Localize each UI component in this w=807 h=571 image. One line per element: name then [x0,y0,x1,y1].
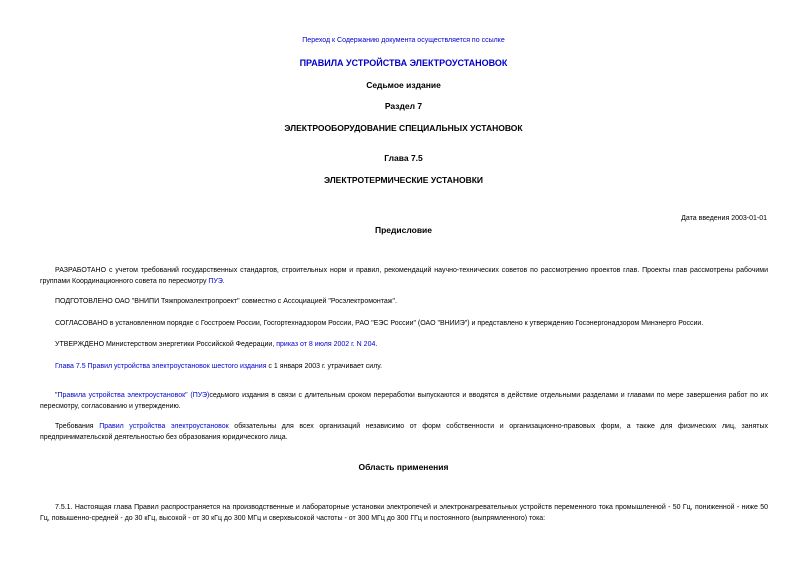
paragraph-text: РАЗРАБОТАНО с учетом требований государственных стандартов, строительных норм и правил, рекомендаций научно-технических советов по рассмотрению проектов глав. Проекты глав рассмотрены рабочими группами Координационного совета по пересмотру [40,267,768,285]
preface-paragraph-agreed: СОГЛАСОВАНО в установленном порядке с Госстроем России, Госгортехнадзором России, РАО "ЕЭС России" (ОАО "ВНИИЭ") и представлено к утверждению Госэнергонадзором Минэнерго России. [55,320,704,327]
preface-paragraph-prepared: ПОДГОТОВЛЕНО ОАО "ВНИПИ Тяжпромэлектропроект" совместно с Ассоциацией "Росэлектромонтаж". [55,298,397,305]
edition-heading: Седьмое издание [366,80,441,90]
paragraph-tail: . [222,278,225,285]
toc-link[interactable]: Переход к Содержанию документа осуществляется по ссылке [302,37,505,44]
paragraph-tail: . [375,341,378,348]
preface-paragraph-seventh-edition [40,390,768,412]
paragraph-text: Требования [55,423,100,430]
pue-link[interactable]: ПУЭ [208,278,223,285]
section-title: ЭЛЕКТРООБОРУДОВАНИЕ СПЕЦИАЛЬНЫХ УСТАНОВОК [284,123,523,133]
scope-paragraph-7-5-1: 7.5.1. Настоящая глава Правил распространяется на производственные и лабораторные установки электропечей и электронагревательных устройств переменного тока промышленной - 50 Гц, пониженной - ниже 50 Гц, повышенно-средней - до 30 кГц, высокой - от 30 кГц до 300 МГц и сверхвысокой частоты - от 300 МГц до 300 ГГц и постоянного (выпрямленного) тока: [40,504,768,522]
order-link[interactable]: приказ от 8 июля 2002 г. N 204 [276,341,376,348]
rules-link[interactable]: Правила устройства электроустановок" (ПУЭ) [57,392,210,399]
paragraph-tail: с 1 января 2003 г. утрачивает силу. [266,363,383,370]
rules-link-2[interactable]: Правил устройства электроустановок [99,423,229,430]
document-title: ПРАВИЛА УСТРОЙСТВА ЭЛЕКТРОУСТАНОВОК [299,58,508,68]
paragraph-text: УТВЕРЖДЕНО Министерством энергетики Российской Федерации, [55,341,277,348]
paragraph-tail: седьмого издания в связи с длительным сроком переработки выпускаются и вводятся в действие отдельными разделами и главами по мере завершения работ по их пересмотру, согласованию и утверждению. [40,392,768,410]
paragraph-tail: обязательны для всех организаций независимо от форм собственности и организационно-правовых форм, а также для физических лиц, занятых предпринимательской деятельностью без образования юридического лица. [40,423,768,441]
preface-paragraph-approved [40,339,768,350]
chapter-title: ЭЛЕКТРОТЕРМИЧЕСКИЕ УСТАНОВКИ [323,175,484,185]
preface-paragraph-superseded [40,361,768,372]
chapter-heading: Глава 7.5 [384,153,423,163]
preface-paragraph-requirements [40,421,768,443]
scope-heading: Область применения [358,462,449,472]
section-heading: Раздел 7 [384,101,423,111]
preface-heading: Предисловие [374,225,433,235]
toc-link-line [0,37,807,44]
sixth-edition-chapter-link[interactable]: Глава 7.5 Правил устройства электроустановок шестого издания [55,363,267,370]
intro-date: Дата введения 2003-01-01 [681,215,767,222]
paragraph-quote: " [55,392,58,399]
preface-paragraph-developed [40,265,768,287]
